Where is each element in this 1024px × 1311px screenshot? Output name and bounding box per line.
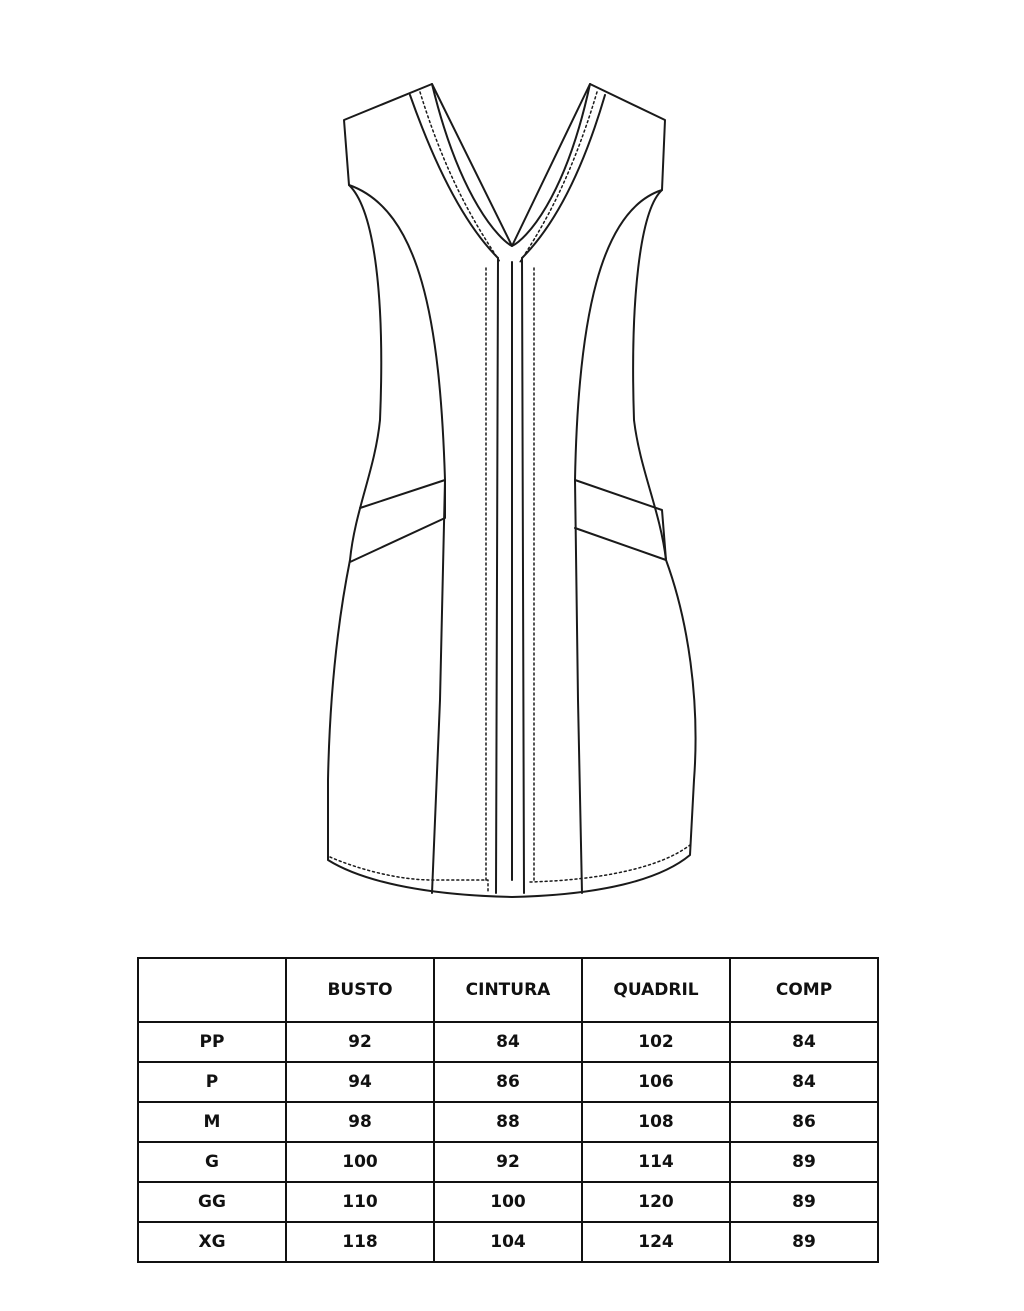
quadril-value: 120 <box>582 1182 730 1222</box>
comp-value: 84 <box>730 1062 878 1102</box>
neckline-stitching <box>420 92 597 262</box>
size-label: GG <box>138 1182 286 1222</box>
comp-value: 89 <box>730 1182 878 1222</box>
neckline-center <box>432 84 590 246</box>
size-chart-header-row <box>138 958 878 1022</box>
placket-right <box>522 258 524 893</box>
table-row <box>138 1102 878 1142</box>
neckline-inner-right <box>522 95 605 258</box>
right-side-panel-seam <box>575 190 662 893</box>
hem-stitching <box>330 845 690 893</box>
comp-value: 86 <box>730 1102 878 1142</box>
quadril-value: 108 <box>582 1102 730 1142</box>
quadril-value: 114 <box>582 1142 730 1182</box>
placket-left <box>496 258 498 893</box>
cintura-value: 88 <box>434 1102 582 1142</box>
placket-stitching <box>486 268 534 882</box>
table-row <box>138 1182 878 1222</box>
left-side-panel-seam <box>349 185 445 893</box>
header-blank <box>138 958 286 1022</box>
cintura-value: 104 <box>434 1222 582 1262</box>
cintura-value: 84 <box>434 1022 582 1062</box>
size-label: G <box>138 1142 286 1182</box>
comp-value: 89 <box>730 1222 878 1262</box>
quadril-value: 124 <box>582 1222 730 1262</box>
header-cintura: CINTURA <box>434 958 582 1022</box>
comp-value: 84 <box>730 1022 878 1062</box>
size-label: PP <box>138 1022 286 1062</box>
comp-value: 89 <box>730 1142 878 1182</box>
cintura-value: 92 <box>434 1142 582 1182</box>
busto-value: 110 <box>286 1182 434 1222</box>
size-label: XG <box>138 1222 286 1262</box>
neckline-inner <box>410 95 498 258</box>
table-row <box>138 1062 878 1102</box>
table-row <box>138 1022 878 1062</box>
right-pocket <box>575 480 666 560</box>
header-comp: COMP <box>730 958 878 1022</box>
cintura-value: 86 <box>434 1062 582 1102</box>
table-row <box>138 1142 878 1182</box>
busto-value: 100 <box>286 1142 434 1182</box>
table-row <box>138 1222 878 1262</box>
quadril-value: 106 <box>582 1062 730 1102</box>
header-busto: BUSTO <box>286 958 434 1022</box>
busto-value: 94 <box>286 1062 434 1102</box>
quadril-value: 102 <box>582 1022 730 1062</box>
busto-value: 118 <box>286 1222 434 1262</box>
size-label: M <box>138 1102 286 1142</box>
header-quadril: QUADRIL <box>582 958 730 1022</box>
busto-value: 92 <box>286 1022 434 1062</box>
size-label: P <box>138 1062 286 1102</box>
size-chart-table <box>137 957 879 1263</box>
busto-value: 98 <box>286 1102 434 1142</box>
cintura-value: 100 <box>434 1182 582 1222</box>
